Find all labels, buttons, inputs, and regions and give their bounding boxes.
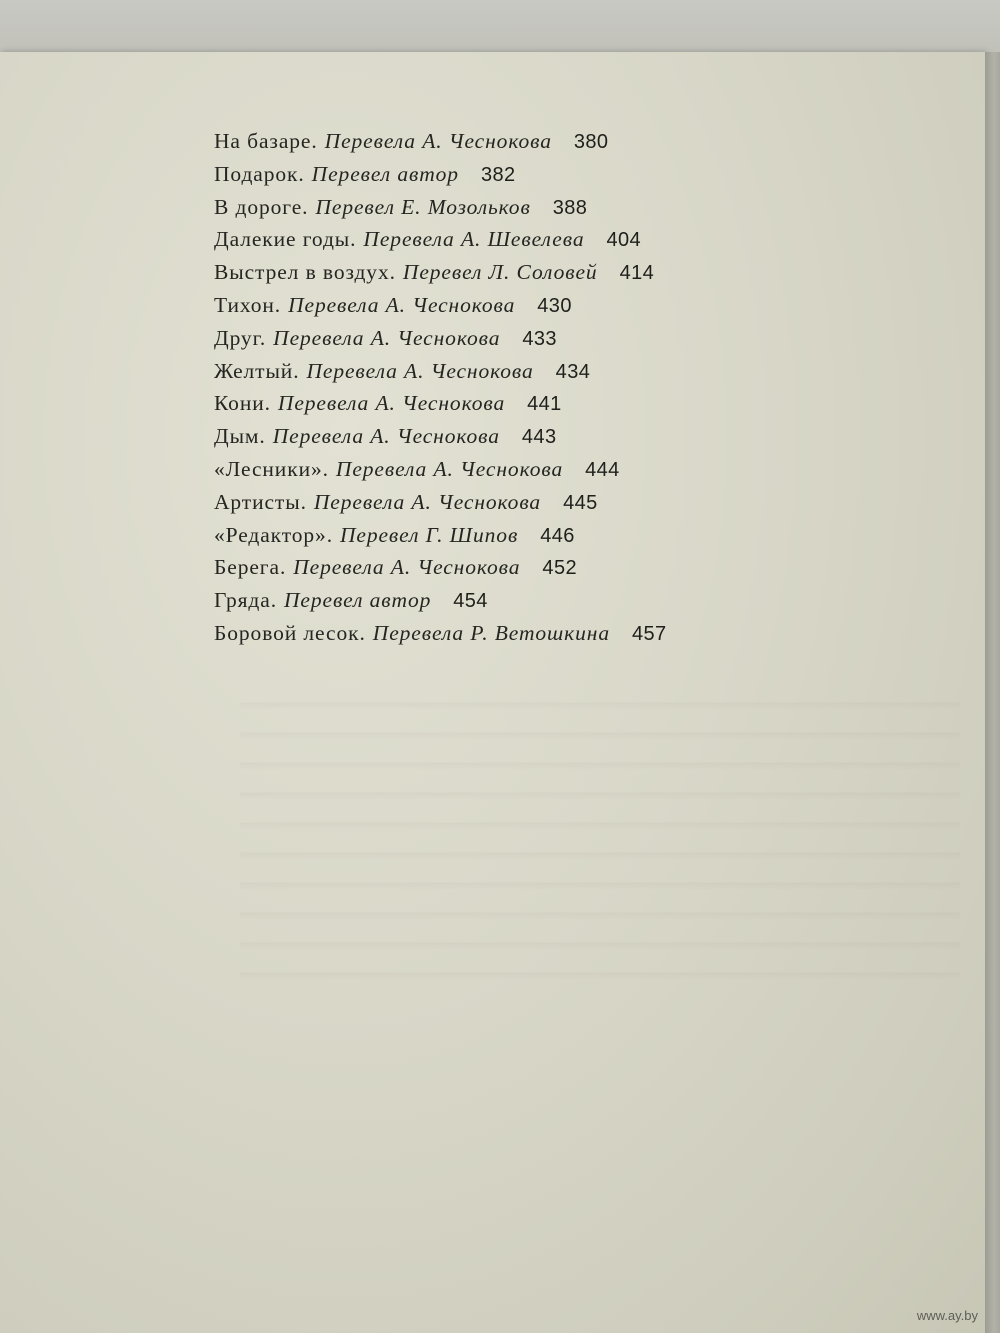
- page-edge: [985, 52, 1000, 1333]
- toc-entry-page: 446: [540, 524, 575, 547]
- toc-entry-translator: Перевела А. Чеснокова: [277, 391, 506, 416]
- toc-entry-title: Тихон.: [214, 292, 282, 317]
- toc-entry-translator: Перевел Л. Соловей: [402, 260, 598, 285]
- toc-entry-translator: Перевел Е. Мозольков: [315, 194, 531, 219]
- toc-entry: [214, 258, 854, 291]
- watermark: www.ay.by: [916, 1308, 978, 1323]
- toc-entry-page: 454: [453, 590, 488, 613]
- toc-entry: [214, 422, 854, 455]
- toc-entry: [214, 193, 854, 226]
- toc-entry-translator: Перевела А. Чеснокова: [272, 424, 500, 449]
- toc-entry-page: 380: [573, 131, 609, 153]
- toc-entry-translator: Перевела А. Чеснокова: [324, 129, 552, 153]
- toc-entry-title: «Редактор».: [214, 522, 333, 547]
- toc-entry-page: 445: [563, 491, 598, 514]
- table-of-contents: [214, 127, 854, 652]
- toc-entry-title: Выстрел в воздух.: [214, 260, 396, 285]
- toc-entry: [214, 357, 854, 390]
- toc-entry-page: 404: [606, 229, 642, 252]
- toc-entry-title: Артисты.: [214, 489, 307, 514]
- toc-entry-page: 382: [480, 163, 516, 186]
- toc-entry-translator: Перевела А. Чеснокова: [313, 489, 542, 514]
- toc-entry: [214, 324, 854, 357]
- toc-entry: [214, 160, 854, 193]
- toc-entry-title: Далекие годы.: [214, 227, 357, 252]
- toc-entry-page: 457: [631, 622, 667, 645]
- toc-entry-translator: Перевела А. Чеснокова: [293, 555, 521, 580]
- toc-entry-translator: Перевела Р. Ветошкина: [372, 620, 610, 645]
- toc-entry-translator: Перевел Г. Шипов: [339, 522, 519, 547]
- toc-entry-page: 441: [527, 393, 562, 416]
- toc-entry: [214, 488, 854, 521]
- toc-entry: [214, 455, 854, 488]
- toc-entry: [214, 619, 854, 652]
- toc-entry-title: Друг.: [214, 325, 267, 350]
- toc-entry-title: Дым.: [214, 424, 266, 449]
- toc-entry-title: На базаре.: [214, 129, 318, 153]
- toc-entry-translator: Перевела А. Чеснокова: [335, 456, 564, 481]
- toc-entry: [214, 225, 854, 258]
- toc-entry-page: 444: [585, 458, 620, 481]
- toc-entry-page: 443: [521, 426, 557, 449]
- toc-entry-title: Берега.: [214, 555, 287, 580]
- toc-entry-translator: Перевел автор: [283, 588, 432, 613]
- toc-entry-title: «Лесники».: [214, 456, 329, 481]
- toc-entry-page: 388: [552, 196, 588, 219]
- toc-entry-translator: Перевела А. Чеснокова: [273, 325, 501, 350]
- toc-entry-translator: Перевела А. Шевелева: [363, 227, 585, 252]
- toc-entry: [214, 586, 854, 619]
- toc-entry: [214, 553, 854, 586]
- toc-entry-title: Кони.: [214, 391, 271, 416]
- toc-entry: [214, 127, 854, 160]
- toc-entry-page: 433: [522, 327, 557, 350]
- toc-entry-translator: Перевела А. Чеснокова: [306, 358, 534, 383]
- toc-entry-page: 414: [619, 262, 655, 285]
- toc-entry-title: Боровой лесок.: [214, 620, 366, 645]
- toc-entry: [214, 521, 854, 554]
- toc-entry-page: 430: [537, 294, 572, 317]
- toc-entry: [214, 291, 854, 324]
- toc-entry-translator: Перевел автор: [311, 161, 459, 186]
- toc-entry-title: Желтый.: [214, 358, 300, 383]
- toc-entry-page: 434: [555, 360, 591, 383]
- toc-entry-page: 452: [542, 557, 577, 580]
- toc-entry-translator: Перевела А. Чеснокова: [288, 292, 516, 317]
- toc-entry: [214, 389, 854, 422]
- toc-entry-title: В дороге.: [214, 194, 309, 219]
- toc-entry-title: Подарок.: [214, 161, 305, 186]
- toc-entry-title: Гряда.: [214, 588, 277, 613]
